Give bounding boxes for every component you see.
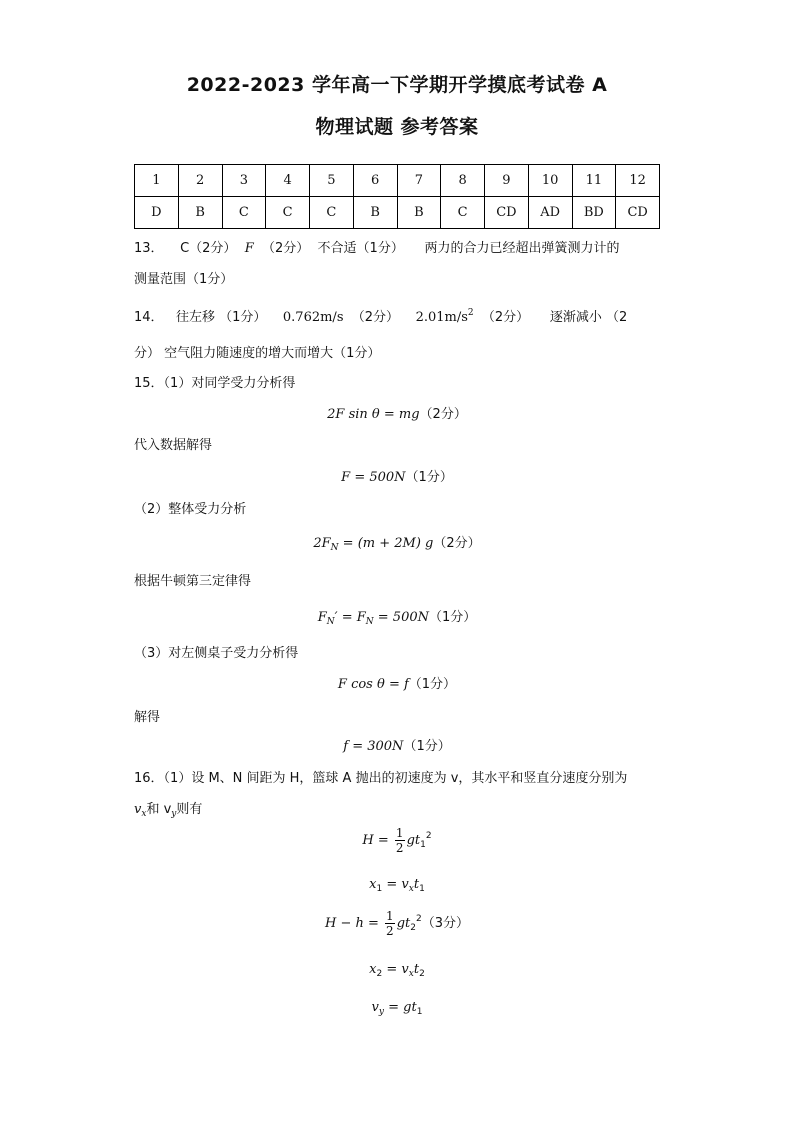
q16-equation-2: $x_1 = v_xt_1$ (369, 877, 425, 894)
question-number-cell: 2 (178, 165, 222, 197)
q16-equation-4: $x_2 = v_xt_2$ (369, 962, 425, 979)
question-number-cell: 4 (266, 165, 310, 197)
answer-row (135, 197, 660, 229)
q13-line2: 测量范围（1分） (134, 272, 234, 287)
q13-line1 (134, 237, 620, 256)
q15-equation-5: F cos θ = f（1分） (337, 677, 457, 692)
answer-cell: C (310, 197, 354, 229)
answer-cell: D (135, 197, 179, 229)
question-number-cell: 6 (353, 165, 397, 197)
question-number-cell: 3 (222, 165, 266, 197)
q13-answer-a: C（2分） (180, 241, 237, 256)
q14-number: 14． (134, 310, 164, 325)
answer-cell: B (178, 197, 222, 229)
exam-title: 2022-2023 学年高一下学期开学摸底考试卷 A (186, 74, 608, 96)
q14-acceleration-score: （2分） (481, 310, 530, 325)
q14-velocity: 0.762m/s (282, 310, 344, 325)
q15-newton-third-text: 根据牛顿第三定律得 (134, 574, 252, 589)
q15-solve-text: 解得 (134, 710, 161, 725)
q16-equation-1: H = $\frac{1}{2}$ $gt_1^2$ (362, 826, 432, 855)
q13-answer-b: F (244, 241, 254, 256)
question-number-cell: 8 (441, 165, 485, 197)
question-number-cell: 11 (572, 165, 616, 197)
answer-cell: CD (616, 197, 660, 229)
answer-cell: C (266, 197, 310, 229)
answer-cell: AD (528, 197, 572, 229)
q16-intro-line2: $v_x$和 $v_y$则有 (134, 802, 203, 819)
question-number-cell: 10 (528, 165, 572, 197)
q15-part3-label: （3）对左侧桌子受力分析得 (134, 646, 299, 661)
q15-equation-1: 2F sin θ = mg（2分） (327, 407, 467, 422)
question-number-cell: 9 (485, 165, 529, 197)
q15-equation-6: f = 300N（1分） (343, 739, 451, 754)
answer-cell: BD (572, 197, 616, 229)
question-number-cell: 7 (397, 165, 441, 197)
question-number-cell: 5 (310, 165, 354, 197)
answer-cell: C (222, 197, 266, 229)
q15-equation-3: $2F_N = (m + 2M)$ g（2分） (313, 536, 481, 553)
q13-answer-d: 两力的合力已经超出弹簧测力计的 (424, 241, 620, 256)
q14-acceleration: $2.01m/s^2$ (415, 308, 474, 325)
q16-equation-3: H − h = $\frac{1}{2}$ $gt_2^2(3$分） (325, 909, 469, 938)
answer-cell: CD (485, 197, 529, 229)
q15-substitute-text: 代入数据解得 (134, 438, 213, 453)
q13-answer-b-score: （2分） (262, 241, 310, 256)
answer-cell: C (441, 197, 485, 229)
q16-equation-5: $v_y = gt_1$ (371, 1000, 423, 1017)
answer-cell: B (397, 197, 441, 229)
question-number-cell: 1 (135, 165, 179, 197)
question-number-row (135, 165, 660, 197)
q15-part1-label: 15．（1）对同学受力分析得 (134, 376, 296, 391)
q14-trend: 逐渐减小 （2 (549, 310, 628, 325)
exam-subtitle: 物理试题 参考答案 (315, 116, 479, 138)
q14-line1 (134, 306, 627, 325)
q13-number: 13． (134, 241, 164, 256)
q14-line2: 分） 空气阻力随速度的增大而增大（1分） (134, 346, 381, 361)
q15-equation-2: F = 500N（1分） (341, 470, 453, 485)
q14-answer-a: 往左移 （1分） (175, 310, 267, 325)
question-number-cell: 12 (616, 165, 660, 197)
q16-intro-line1: 16．（1）设 M、N 间距为 H，篮球 A 抛出的初速度为 v，其水平和竖直分速度分别为 (134, 771, 628, 786)
q14-velocity-score: （2分） (351, 310, 400, 325)
q15-equation-4: $F_N' = F_N = 500N(1$分） (317, 610, 477, 627)
answer-cell: B (353, 197, 397, 229)
q13-answer-c: 不合适（1分） (317, 241, 404, 256)
answer-table (134, 164, 660, 229)
q15-part2-label: （2）整体受力分析 (134, 502, 247, 517)
